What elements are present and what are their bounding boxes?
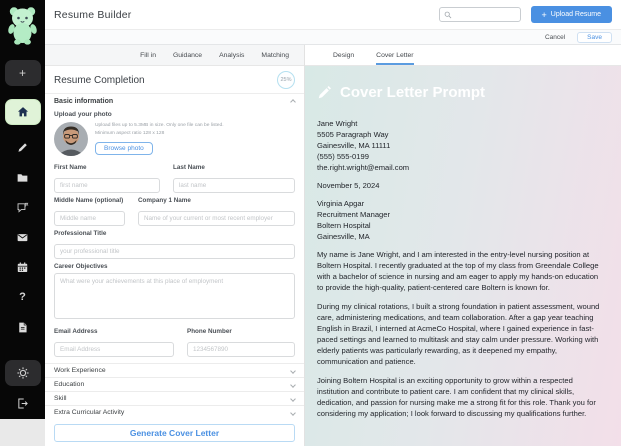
letter-paragraph: My name is Jane Wright, and I am interested in the entry-level nursing position at Boltern Hospital. I recently graduated at the top of my class from Greendale College with a bachelor of science in nursing and am eager to apply my hands-on education to provide the high-quality, patient-centered care Boltern is known for.	[317, 250, 599, 292]
chat-flag-icon	[16, 201, 29, 214]
first-name-field[interactable]	[54, 178, 160, 193]
middle-name-field[interactable]	[54, 211, 125, 226]
gear-icon	[16, 366, 30, 380]
recipient-line: Virginia Apgar	[317, 199, 365, 208]
upload-hint-text: Upload files up to 5.3MB in size. Only one file can be listed. Minimum aspect ratio 128 x 128	[95, 123, 224, 136]
company-name-label: Company 1 Name	[138, 197, 191, 204]
form-tab-bar	[45, 45, 304, 66]
last-name-label: Last Name	[173, 164, 205, 171]
email-address-label: Email Address	[54, 328, 98, 335]
cover-letter-prompt-title: Cover Letter Prompt	[340, 84, 486, 101]
logout-icon	[16, 397, 29, 410]
search-input[interactable]	[455, 11, 516, 18]
phone-number-field[interactable]	[187, 342, 295, 357]
education-label: Education	[54, 381, 85, 388]
sidebar-add-button[interactable]	[5, 60, 41, 86]
cancel-button[interactable]: Cancel	[544, 33, 566, 41]
generate-cover-letter-button[interactable]: Generate Cover Letter	[54, 424, 295, 442]
calendar-icon	[16, 261, 29, 274]
recipient-line: Gainesville, MA	[317, 232, 370, 241]
plus-icon: +	[18, 66, 26, 80]
basic-information-section-header[interactable]	[45, 93, 304, 109]
browse-photo-button[interactable]: Browse photo	[95, 142, 153, 155]
last-name-field[interactable]	[173, 178, 295, 193]
extra-curricular-label: Extra Curricular Activity	[54, 409, 125, 416]
chevron-down-icon	[290, 382, 296, 388]
document-icon	[16, 321, 29, 334]
home-icon	[16, 105, 30, 119]
phone-number-label: Phone Number	[187, 328, 232, 335]
resume-completion-title: Resume Completion	[54, 74, 145, 86]
chevron-up-icon	[290, 99, 296, 105]
photo-upload-row	[54, 122, 295, 156]
sidebar-item-documents[interactable]	[15, 319, 31, 335]
plus-icon: +	[541, 9, 547, 20]
action-bar	[45, 30, 621, 45]
cover-letter-text	[317, 118, 601, 419]
sender-line: 5505 Paragraph Way	[317, 130, 389, 139]
sidebar-item-files[interactable]	[15, 169, 31, 185]
recipient-address-block	[317, 198, 601, 242]
chevron-down-icon	[290, 396, 296, 402]
search-icon	[444, 11, 452, 19]
section-education[interactable]	[45, 377, 304, 391]
save-button[interactable]: Save	[577, 32, 612, 43]
email-address-field[interactable]	[54, 342, 174, 357]
mail-icon	[16, 231, 29, 244]
tab-design[interactable]: Design	[333, 51, 355, 59]
recipient-line: Boltern Hospital	[317, 221, 371, 230]
resume-form-panel	[45, 45, 305, 446]
sender-line: the.right.wright@email.com	[317, 163, 410, 172]
mascot-bear-icon	[6, 5, 39, 45]
letter-paragraph: Joining Boltern Hospital is an exciting opportunity to grow within a respected institution and contribute to patient care. I am confident that my clinical skills, dedication, and passion for nursing make me a strong fit for this role. Thank you for considering my application; I look forward to discussing my qualifications further.	[317, 376, 596, 418]
completion-badge: 25%	[277, 71, 295, 89]
pencil-icon	[16, 141, 29, 154]
tab-cover-letter[interactable]: Cover Letter	[376, 45, 413, 65]
upload-hint-area	[95, 122, 225, 156]
career-objectives-label: Career Objectives	[54, 263, 108, 270]
question-mark-icon: ?	[19, 291, 26, 303]
tab-matching[interactable]: Matching	[261, 51, 289, 59]
tab-analysis[interactable]: Analysis	[219, 51, 245, 59]
skill-label: Skill	[54, 395, 67, 402]
letter-paragraph: During my clinical rotations, I built a strong foundation in patient assessment, wound care, administering medications, and team collaboration. After a gap year teaching English in Brazil, I interned at AcmeCo Hospital, where I gained experience in fast-paced settings and learned to multitask and stay calm under pressure. Working with elderly patients was particularly rewarding, as it deepened my empathy, communication and patience.	[317, 302, 600, 366]
section-work-experience[interactable]	[45, 363, 304, 377]
chevron-down-icon	[290, 410, 296, 416]
sender-line: (555) 555-0199	[317, 152, 369, 161]
chevron-down-icon	[290, 368, 296, 374]
preview-tab-bar	[305, 45, 621, 66]
sidebar-item-help[interactable]	[15, 289, 31, 305]
upload-resume-label: Upload Resume	[550, 11, 601, 18]
mascot-logo	[6, 5, 39, 50]
professional-title-label: Professional Title	[54, 230, 107, 237]
accordion-sections	[45, 363, 304, 419]
first-name-label: First Name	[54, 164, 87, 171]
sender-address-block	[317, 118, 601, 173]
sidebar-item-chat[interactable]	[15, 199, 31, 215]
section-skill[interactable]	[45, 391, 304, 405]
avatar	[54, 122, 88, 156]
sidebar-item-calendar[interactable]	[15, 259, 31, 275]
cover-letter-preview	[305, 66, 621, 446]
upload-resume-button[interactable]	[531, 6, 612, 23]
tab-fill-in[interactable]: Fill in	[140, 51, 156, 59]
basic-information-label: Basic information	[54, 98, 114, 105]
professional-title-field[interactable]	[54, 244, 295, 259]
career-objectives-field[interactable]	[54, 273, 295, 319]
sidebar-item-logout[interactable]	[15, 395, 31, 411]
basic-information-form	[45, 109, 304, 357]
work-experience-label: Work Experience	[54, 367, 106, 374]
sidebar-item-edit[interactable]	[15, 139, 31, 155]
company-name-field[interactable]	[138, 211, 295, 226]
resume-completion-header	[45, 66, 304, 93]
letter-date: November 5, 2024	[317, 181, 380, 190]
upload-photo-label: Upload your photo	[54, 111, 112, 118]
section-extra-curricular[interactable]	[45, 405, 304, 419]
pencil-icon	[317, 85, 332, 100]
search-box[interactable]	[439, 7, 521, 22]
nav-sidebar	[0, 0, 45, 419]
sender-line: Jane Wright	[317, 119, 358, 128]
tab-guidance[interactable]: Guidance	[172, 51, 203, 59]
folder-icon	[16, 171, 29, 184]
preview-panel	[305, 45, 621, 446]
page-title: Resume Builder	[54, 8, 132, 21]
sidebar-item-home[interactable]	[5, 99, 41, 125]
cover-letter-prompt-header	[317, 84, 601, 101]
recipient-line: Recruitment Manager	[317, 210, 391, 219]
content-area	[45, 45, 621, 446]
sender-line: Gainesville, MA 11111	[317, 141, 391, 150]
middle-name-label: Middle Name (optional)	[54, 197, 124, 204]
top-header	[45, 0, 621, 30]
sidebar-item-settings[interactable]	[5, 360, 41, 386]
main-area	[45, 0, 621, 438]
sidebar-item-mail[interactable]	[15, 229, 31, 245]
